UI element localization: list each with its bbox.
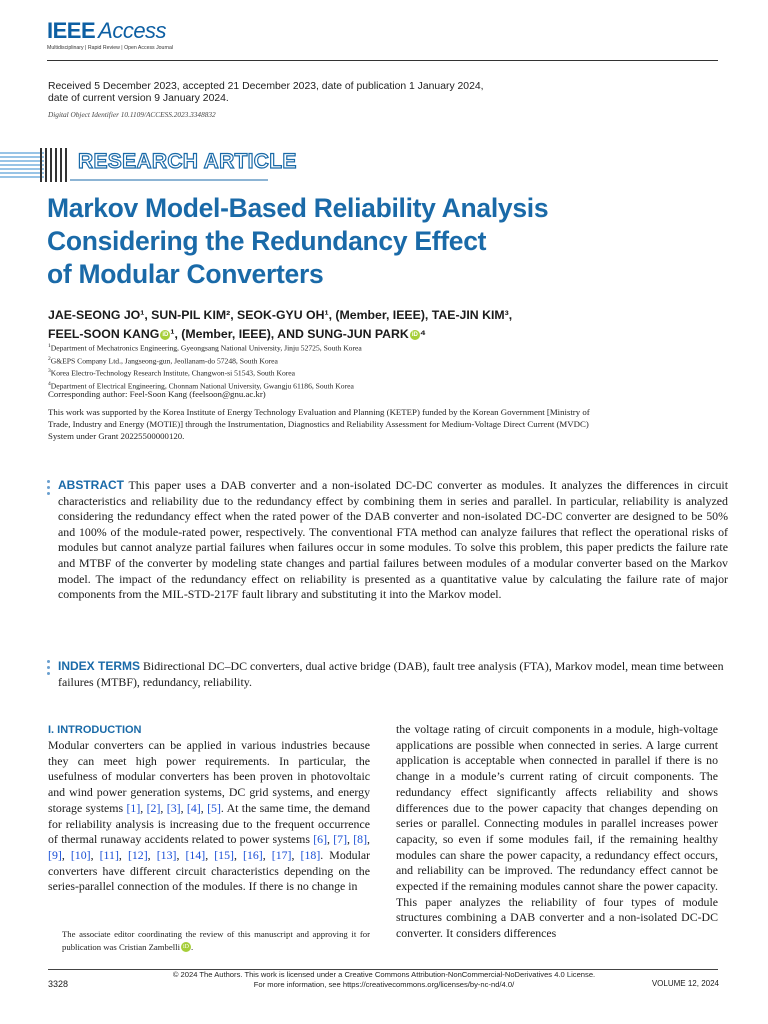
affiliation: $^3$Korea Electro-Technology Research Institute, Changwon-si 51543, South Korea [48,368,296,378]
citation-link[interactable]: [13] [156,847,177,862]
funding-statement: This work was supported by the Korea Institute of Energy Technology Evaluation and Planning (KETEP) funded by the Korean Government [Ministry of Trade, Industry and Energy (MOTIE)] through the Instrumentation, Diagnostics and Reliability Assessment for Medium-Voltage Direct Current (MVDC) System under Grant 20225500000120. [48,407,590,441]
citation-link[interactable]: [8] [353,832,368,847]
license-link[interactable]: For more information, see https://creativecommons.org/licenses/by-nc-nd/4.0/ [253,980,515,989]
index-terms-marker [47,660,50,678]
journal-tagline: Multidisciplinary | Rapid Review | Open Access Journal [47,45,174,51]
citation-link[interactable]: [17] [271,847,292,862]
doi: Digital Object Identifier 10.1109/ACCESS.2023.3348832 [48,110,216,119]
intro-column-left: Modular converters can be applied in various industries because they can meet high power requirements. In particular, the usefulness of modular converters has been proven in photovoltaic and wind power generation systems, DC grid systems, and energy storage systems [1], [2], [3], [4], [5]. At the same time, the demand for reliability analysis is increasing due to the frequent occurrence of thermal runaway accidents related to power systems [6], [7], [8], [9], [10], [11], [12], [13], [14], [15], [16], [17], [18]. Modular converters have different circuit characteristics depending on the series-parallel connection of the modules. If there is no change in [48,738,371,894]
citation-link[interactable]: [3] [166,800,181,815]
citation-link[interactable]: [9] [48,847,62,862]
citation-link[interactable]: [10] [70,847,91,862]
affiliation: $^4$Department of Electrical Engineering, Chonnam National University, Gwangju 61186, South Korea [48,380,354,391]
license-notice: © 2024 The Authors. This work is licensed under a Creative Commons Attribution-NonCommercial-NoDerivatives 4.0 License. For more information, see https://creativecommons.org/licenses/by-nc-nd/4.0/ [150,970,618,990]
abstract-marker [47,480,50,498]
volume-label: VOLUME 12, 2024 [651,979,719,988]
journal-logo: IEEE Access [47,18,167,43]
citation-link[interactable]: [18] [300,847,321,862]
author-list: JAE-SEONG JO¹, SUN-PIL KIM², SEOK-GYU OH¹, (Member, IEEE), TAE-JIN KIM³, FEEL-SOON KANG iD ¹, (Member, IEEE), AND SUNG-JUN PARK iD ⁴ [48,308,513,341]
citation-link[interactable]: [1] [126,800,141,815]
affiliations [48,341,362,391]
affiliation: $^1$Department of Mechatronics Engineering, Gyeongsang National University, Jinju 52725, South Korea [48,343,362,353]
orcid-icon[interactable]: iD [182,944,189,950]
index-terms-label: INDEX TERMS [58,659,141,673]
citation-link[interactable]: [4] [186,800,201,815]
paper-title: Markov Model-Based Reliability Analysis Considering the Redundancy Effect of Modular Converters [47,193,549,289]
citation-link[interactable]: [6] [313,832,328,847]
section-heading: I. INTRODUCTION [48,724,142,736]
corresponding-author: Corresponding author: Feel-Soon Kang (feelsoon@gnu.ac.kr) [48,389,266,399]
citation-link[interactable]: [7] [333,832,348,847]
citation-link[interactable]: [2] [146,800,161,815]
citation-link[interactable]: [11] [99,847,119,862]
citation-link[interactable]: [15] [214,847,234,862]
article-type-label: RESEARCH ARTICLE [78,150,297,173]
citation-link[interactable]: [16] [243,847,263,862]
intro-column-right: the voltage rating of circuit components in a module, high-voltage applications are possible when connected in series. A large current application is acceptable when connected in parallel if there is no change in a module’s current rating of circuit components. The redundancy effect significantly affects reliability and shows differences due to the power capacity that changes depending on series or parallel. Connecting modules in parallel increases power capacity, so even if some modules fail, if the remaining healthy modules can share the power capacity, a redundancy effect occurs, and reliability can be improved. The redundancy effect cannot be expected if the remaining modules cannot share the power capacity. This paper analyzes the reliability of four types of module structures combining a DAB converter and a non-isolated DC-DC converter. It considers differences [396,722,718,941]
abstract-label: ABSTRACT [58,478,124,492]
header-rule [47,60,718,61]
editor-footnote: The associate editor coordinating the review of this manuscript and approving it for publication was Cristian Zambelli iD . [62,929,370,952]
affiliation: $^2$G&EPS Company Ltd., Jangseong-gun, Jeollanam-do 57248, South Korea [48,355,278,366]
index-terms [58,659,728,690]
abstract [58,478,728,603]
index-terms-text: Bidirectional DC–DC converters, dual active bridge (DAB), fault tree analysis (FTA), Markov model, mean time between failures (MTBF), redundancy, reliability. [58,659,724,689]
citation-link[interactable]: [14] [185,847,206,862]
abstract-text: This paper uses a DAB converter and a non-isolated DC-DC converter as modules. It analyzes the differences in circuit characteristics and reliability due to the redundancy effect by combining them in series and parallel. In particular, reliability is analyzed considering the redundancy effect when the rated power of the DAB converter and non-isolated DC-DC converter are designed to be 50% and 100% of the module-rated power, respectively. The conventional FTA method can analyze failures that reflect the operational risks of modules but cannot analyze partial failures when failures occur in some modules. To solve this problem, this paper predicts the failure rate and MTBF of the converter by modeling state changes and partial failures between modules of a modular converter based on the Markov model. The impact of the redundancy effect on reliability is presented as a quantitative value by calculating the failure rate of major components from the MIL-STD-217F fault library and substituting it into the Markov model. [58,478,728,602]
page-number: 3328 [48,979,69,989]
citation-link[interactable]: [5] [207,800,221,815]
citation-link[interactable]: [12] [127,847,148,862]
orcid-icon[interactable]: iD [411,332,418,338]
received-dates: Received 5 December 2023, accepted 21 December 2023, date of publication 1 January 2024, date of current version 9 January 2024. [48,81,484,104]
orcid-icon[interactable]: iD [162,332,169,338]
